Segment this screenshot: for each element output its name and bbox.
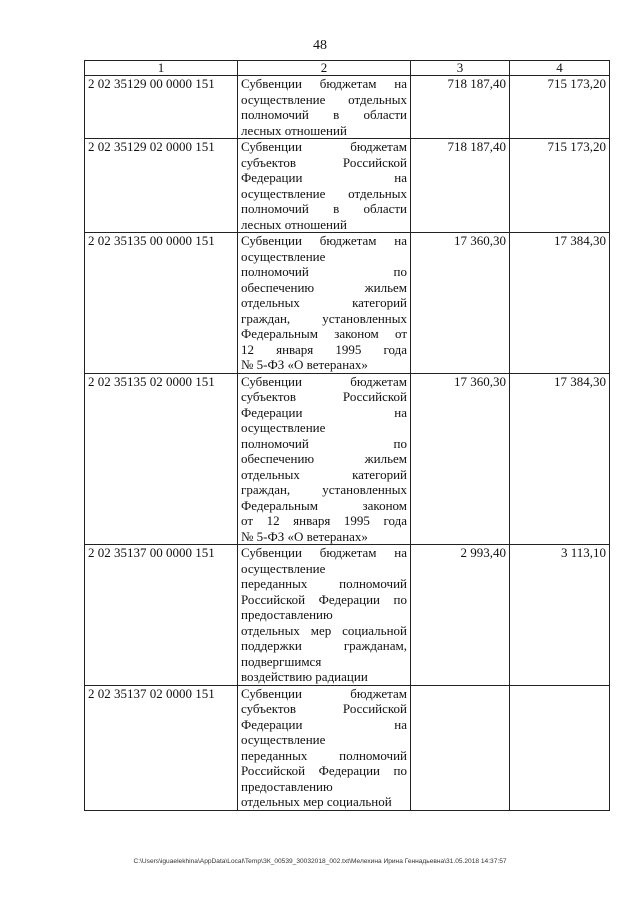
description-line: Федерации на xyxy=(241,404,407,420)
description-line: Федеральным законом от xyxy=(241,326,407,341)
table-row xyxy=(85,233,610,374)
file-path-footer: C:\Users\iguaelekhina\AppData\Local\Temp\ЗК_00539_30032018_002.txt\Мелехина Ирина Геннадьевна\31.05.2018 14:37:57 xyxy=(133,858,507,865)
description-line: Федерации на xyxy=(241,716,407,732)
description-line: лесных отношений xyxy=(241,122,347,138)
amount-cell-4: 17 384,30 xyxy=(510,373,610,545)
budget-code-cell: 2 02 35137 02 0000 151 xyxy=(85,685,238,810)
amount-cell-3: 2 993,40 xyxy=(411,545,510,686)
budget-code-cell: 2 02 35129 00 0000 151 xyxy=(85,76,238,139)
description-line: осуществление xyxy=(241,248,326,264)
description-line: переданных полномочий xyxy=(241,576,407,591)
description-line: предоставлению xyxy=(241,778,333,794)
description-line: воздействию радиации xyxy=(241,669,368,684)
description-line: Российской Федерации по xyxy=(241,763,407,778)
description-line: Субвенции бюджетам на xyxy=(241,545,407,560)
description-line: Федеральным законом xyxy=(241,497,407,513)
description-line: отдельных мер социальной xyxy=(241,794,392,809)
description-line: осуществление отдельных xyxy=(241,185,407,201)
description-line: полномочий в области xyxy=(241,107,407,122)
description-line: Федерации на xyxy=(241,170,407,185)
description-cell xyxy=(238,545,411,686)
description-line: № 5-ФЗ «О ветеранах» xyxy=(241,357,368,372)
amount-cell-3: 718 187,40 xyxy=(411,139,510,233)
amount-cell-3: 718 187,40 xyxy=(411,76,510,139)
amount-cell-3: 17 360,30 xyxy=(411,233,510,374)
table-header-row xyxy=(85,61,610,76)
description-cell xyxy=(238,233,411,374)
description-cell xyxy=(238,76,411,139)
amount-cell-4: 715 173,20 xyxy=(510,139,610,233)
budget-code-cell: 2 02 35129 02 0000 151 xyxy=(85,139,238,233)
description-line: Субвенции бюджетам на xyxy=(241,233,407,248)
description-line: поддержки гражданам, xyxy=(241,638,407,653)
table-row xyxy=(85,76,610,139)
column-header-2: 2 xyxy=(238,61,411,76)
description-line: субъектов Российской xyxy=(241,154,407,170)
budget-code-cell: 2 02 35135 00 0000 151 xyxy=(85,233,238,374)
table-body xyxy=(85,76,610,811)
description-line: Российской Федерации по xyxy=(241,591,407,607)
description-line: полномочий по xyxy=(241,435,407,451)
description-line: Субвенции бюджетам на xyxy=(241,76,407,91)
description-line: обеспечению жильем xyxy=(241,451,407,466)
amount-cell-4: 17 384,30 xyxy=(510,233,610,374)
page-number: 48 xyxy=(313,38,327,53)
description-line: 12 января 1995 года xyxy=(241,341,407,357)
description-line: полномочий в области xyxy=(241,201,407,216)
amount-cell-3 xyxy=(411,685,510,810)
description-line: отдельных категорий xyxy=(241,466,407,482)
description-line: субъектов Российской xyxy=(241,701,407,716)
description-line: отдельных категорий xyxy=(241,295,407,310)
description-cell xyxy=(238,139,411,233)
description-line: граждан, установленных xyxy=(241,310,407,326)
description-line: Субвенции бюджетам xyxy=(241,373,407,389)
column-header-3: 3 xyxy=(411,61,510,76)
amount-cell-4: 3 113,10 xyxy=(510,545,610,686)
description-line: субъектов Российской xyxy=(241,389,407,404)
description-line: подвергшимся xyxy=(241,653,322,669)
description-line: осуществление xyxy=(241,420,326,435)
description-line: отдельных мер социальной xyxy=(241,622,407,638)
table-row xyxy=(85,139,610,233)
budget-code-cell: 2 02 35135 02 0000 151 xyxy=(85,373,238,545)
description-line: осуществление отдельных xyxy=(241,91,407,107)
description-cell xyxy=(238,373,411,545)
budget-code-cell: 2 02 35137 00 0000 151 xyxy=(85,545,238,686)
table-row xyxy=(85,373,610,545)
description-line: лесных отношений xyxy=(241,216,347,232)
description-line: осуществление xyxy=(241,560,326,576)
description-line: переданных полномочий xyxy=(241,747,407,763)
amount-cell-3: 17 360,30 xyxy=(411,373,510,545)
column-header-1: 1 xyxy=(85,61,238,76)
description-line: от 12 января 1995 года xyxy=(241,513,407,528)
description-line: граждан, установленных xyxy=(241,482,407,497)
description-line: № 5-ФЗ «О ветеранах» xyxy=(241,528,368,544)
table-row xyxy=(85,685,610,810)
description-line: Субвенции бюджетам xyxy=(241,685,407,701)
description-line: обеспечению жильем xyxy=(241,279,407,295)
description-line: предоставлению xyxy=(241,607,333,622)
description-line: Субвенции бюджетам xyxy=(241,139,407,154)
amount-cell-4 xyxy=(510,685,610,810)
description-line: полномочий по xyxy=(241,264,407,279)
column-header-4: 4 xyxy=(510,61,610,76)
description-line: осуществление xyxy=(241,732,326,747)
amount-cell-4: 715 173,20 xyxy=(510,76,610,139)
budget-table xyxy=(84,60,610,811)
description-cell xyxy=(238,685,411,810)
table-row xyxy=(85,545,610,686)
